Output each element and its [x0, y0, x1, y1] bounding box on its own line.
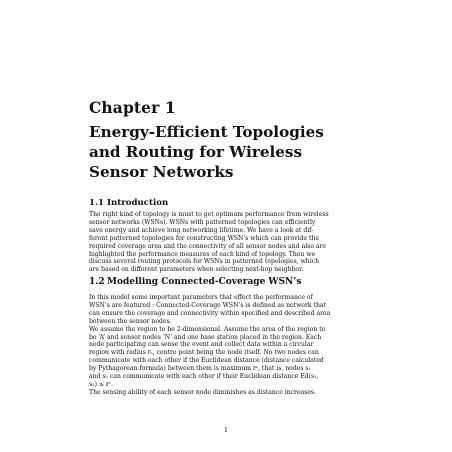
text-line: required coverage area and the connectivity of all sensor nodes and also are	[89, 242, 327, 250]
text-line: In this model some important parameters that effect the performance of	[89, 294, 313, 301]
text-line: highlighted the performance measures of each kind of topology. Then we	[89, 250, 316, 258]
text-line: We assume the region to be 2-dimensional. Assume the area of the region to	[89, 325, 326, 333]
text-line: sensor networks (WSNs). WSNs with patterned topologies can efficiently	[89, 218, 316, 226]
section-title: Modelling Connected-Coverage WSN’s	[107, 277, 302, 287]
section-heading-introduction	[89, 198, 168, 208]
text-line: WSN’s are featured : Connected-Coverage WSN’s is defined as network that	[89, 301, 326, 309]
chapter-title	[89, 122, 379, 182]
text-line: can ensure the coverage and connectivity within specified and described area	[89, 309, 331, 317]
section-title: Introduction	[107, 198, 169, 208]
section-number: 1.2	[89, 277, 105, 287]
chapter-title-line: and Routing for Wireless	[89, 143, 303, 161]
text-line: The sensing ability of each sensor node diminishes as distance increases.	[89, 388, 317, 396]
text-line: save energy and achieve long networking lifetime. We have a look at dif-	[89, 226, 314, 234]
section-heading-modelling	[89, 277, 301, 287]
text-line: discuss several routing protocols for WSNs in patterned topologies, which	[89, 258, 320, 266]
text-line: node participating can sense the event and collect data within a circular	[89, 341, 314, 349]
text-line: region with radius rₛ, centre point being the node itself. No two nodes can	[89, 349, 319, 357]
page-number: 1	[224, 427, 228, 434]
section-number: 1.1	[89, 198, 104, 208]
text-line: s₂) ≤ rᶜ.	[89, 380, 113, 388]
text-line: and s₂ can communicate with each other if their Euclidean distance Ed(s₁,	[89, 373, 319, 381]
chapter-title-line: Energy-Efficient Topologies	[89, 123, 324, 141]
chapter-title-line: Sensor Networks	[89, 163, 234, 181]
text-line: between the sensor nodes.	[89, 317, 172, 325]
introduction-paragraph	[89, 211, 361, 274]
text-line: The right kind of topology is must to get optimum performance from wireless	[89, 211, 329, 218]
text-line: be ‘A’ and sensor nodes ‘N’ and one base station placed in the region. Each	[89, 333, 322, 341]
modelling-paragraph	[89, 294, 361, 397]
text-line: communicate with each other if the Euclidean distance (distance calculated	[89, 357, 324, 365]
text-line: by Pythagorean formula) between them is maximum rᶜ, that is, nodes s₁	[89, 365, 311, 373]
chapter-label: Chapter 1	[89, 98, 176, 117]
text-line: ferent patterned topologies for constructing WSN’s which can provide the	[89, 234, 319, 242]
text-line: are based on different parameters when selecting next-hop neighbor.	[89, 266, 304, 274]
